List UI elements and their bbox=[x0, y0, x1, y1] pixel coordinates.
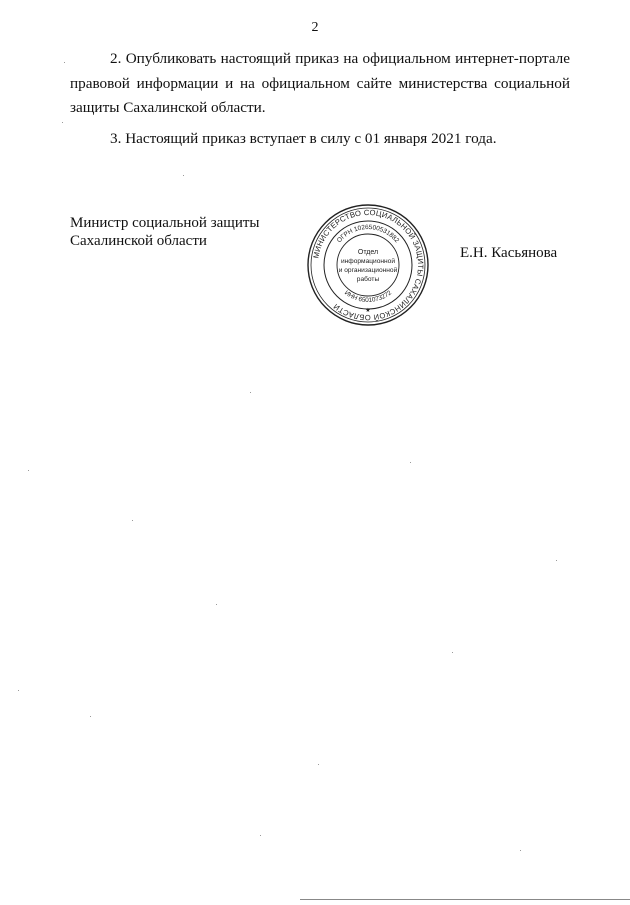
scan-speck bbox=[132, 520, 133, 521]
scan-speck bbox=[520, 850, 521, 851]
scan-speck bbox=[216, 604, 217, 605]
signatory-position-line2: Сахалинской области bbox=[70, 233, 207, 249]
page-number: 2 bbox=[311, 20, 319, 35]
svg-text:ИНН 6501073272 bbox=[343, 289, 393, 304]
seal-inn-text: ИНН 6501073272 bbox=[343, 289, 393, 305]
official-seal-stamp bbox=[305, 202, 431, 328]
seal-center-line4: работы bbox=[356, 276, 380, 283]
scan-speck bbox=[18, 690, 19, 691]
scan-edge-line bbox=[300, 899, 630, 900]
seal-inner-ring bbox=[337, 234, 399, 296]
seal-ring-text: МИНИСТЕРСТВО СОЦИАЛЬНОЙ ЗАЩИТЫ САХАЛИНСКОЙ ОБЛАСТИ bbox=[311, 207, 426, 323]
seal-center-line1: Отдел bbox=[357, 249, 379, 256]
paragraph-publication: 2. Опубликовать настоящий приказ на официальном интернет-портале правовой информации и на официальном сайте министерства социальной защиты Сахалинской области. bbox=[70, 50, 570, 116]
scan-speck bbox=[260, 835, 261, 836]
signatory-name: Е.Н. Касьянова bbox=[460, 245, 558, 261]
seal-center-line2: информационной bbox=[340, 258, 396, 265]
scan-speck bbox=[183, 175, 184, 176]
scan-speck bbox=[452, 652, 453, 653]
seal-star-icon: ★ bbox=[365, 307, 371, 314]
scan-speck bbox=[318, 764, 319, 765]
scan-speck bbox=[28, 470, 29, 471]
scan-speck bbox=[410, 462, 411, 463]
scan-speck bbox=[62, 122, 63, 123]
scan-speck bbox=[64, 62, 65, 63]
signatory-position-line1: Министр социальной защиты bbox=[70, 215, 260, 231]
scan-speck bbox=[556, 560, 557, 561]
seal-ogrn-text: ОГРН 1026500531882 bbox=[335, 223, 401, 245]
scan-speck bbox=[90, 716, 91, 717]
signatory-position bbox=[70, 214, 300, 250]
paragraph-effective-date: 3. Настоящий приказ вступает в силу с 01 января 2021 года. bbox=[110, 130, 497, 147]
scan-speck bbox=[250, 392, 251, 393]
seal-center-line3: и организационной bbox=[338, 267, 398, 274]
